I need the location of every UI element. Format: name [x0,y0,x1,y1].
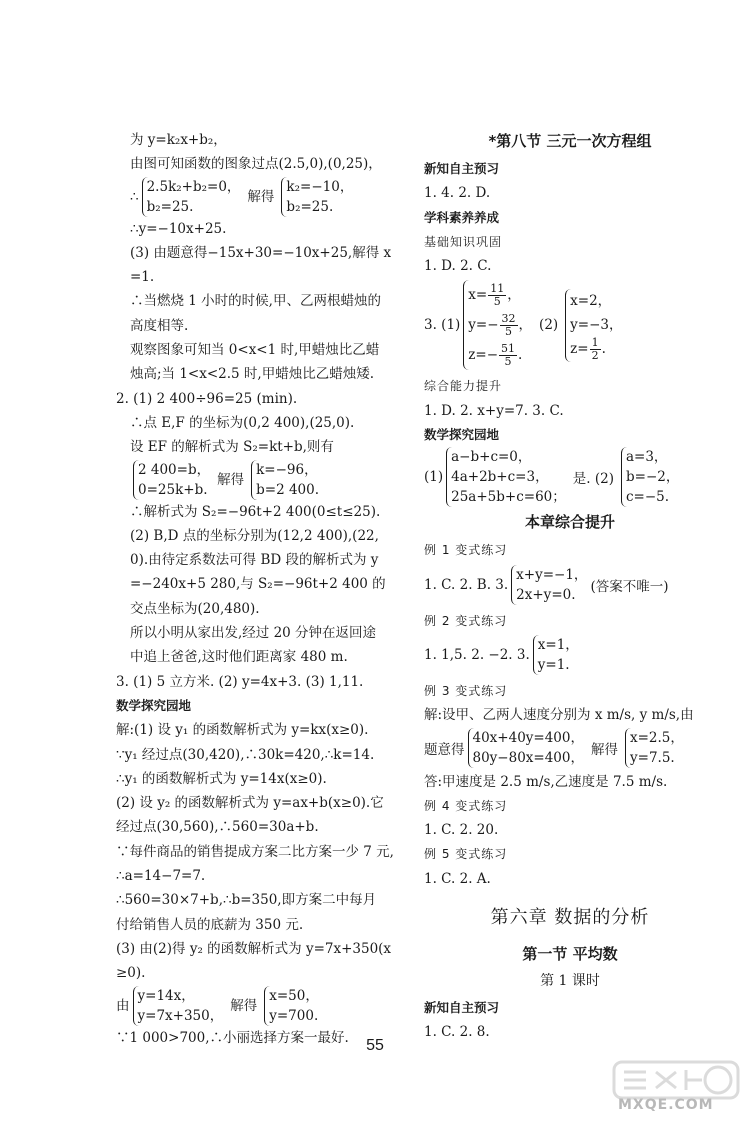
subsection-label: 例 1 变式练习 [424,543,508,558]
solve-label: 解得 [217,471,245,488]
answer-line: 1. C. 2. A. [424,870,491,887]
text-line: 0).由待定系数法可得 BD 段的解析式为 y [130,552,379,569]
equation: b₂=25. [286,198,334,215]
section-heading: 新知自主预习 [424,161,500,176]
lesson-title: 第 1 课时 [540,973,600,990]
question-line: 2. (1) 2 400÷96=25 (min). [116,390,298,407]
subsection-label: 例 3 变式练习 [424,683,508,698]
equation: c=−5. [625,489,670,506]
equation: b₂=25. [146,198,194,215]
equation-system [533,635,579,675]
text-line: (3) 由题意得−15x+30=−10x+25,解得 x [130,244,392,261]
subsection-label: 例 5 变式练习 [424,847,508,862]
section-title: 第一节 平均数 [522,945,618,964]
text-line: ∴解析式为 S₂=−96t+2 400(0≤t≤25). [130,503,381,520]
watermark-logo [612,1058,740,1102]
solution-system [621,447,679,507]
equation-system-row [424,280,716,370]
equation: x=2， [570,292,612,309]
text-line: 观察图象可知当 0<x<1 时,甲蜡烛比乙蜡 [130,342,380,359]
part-label: (1) [424,469,444,486]
equation: k₂=−10， [286,178,354,195]
text-line: ∴点 E,F 的坐标为(0,2 400),(25,0). [130,414,355,431]
text-line: 交点坐标为(20,480). [130,600,260,617]
answer-line: 1. 1,5. 2. −2. 3. [424,646,530,663]
text-line: ∵每件商品的销售提成方案二比方案一少 7 元, [116,843,394,860]
solve-label: 解得 [591,741,618,758]
answer-line: 1. 4. 2. D. [424,185,491,202]
solution-system [264,986,319,1026]
equation-system-row [424,635,716,675]
section-heading: 数学探究园地 [116,697,192,713]
answer-line: 1. C. 2. 8. [424,1024,490,1041]
equation: 2x+y=0. [516,586,576,603]
solve-label: 解得 [247,188,275,205]
equation: b=−2， [625,469,680,486]
text-line: 所以小明从家出发,经过 20 分钟在返回途 [130,625,377,642]
chapter-title: 第六章 数据的分析 [490,907,650,929]
equation-system [468,728,585,768]
text-line: 付给销售人员的底薪为 350 元. [116,916,304,933]
subsection-label: 基础知识巩固 [424,234,503,249]
equation-system-row [116,986,394,1026]
text-line: ∴y₁ 的函数解析式为 y=14x(x≥0). [116,770,327,787]
text-line: 中追上爸爸,这时他们距离家 480 m. [130,649,348,666]
equation-system [133,986,224,1026]
text-line: 烛高;当 1<x<2.5 时,甲蜡烛比乙蜡烛矮. [130,366,375,383]
equation: x=50， [269,987,319,1004]
equation: b=2 400. [256,481,320,498]
equation-system-row [424,447,716,507]
part-label: (2) [539,317,559,334]
section-title: 本章综合提升 [524,513,615,532]
equation: x=1， [537,636,579,653]
text-line: ∴a=14−7=7. [116,868,206,885]
section-heading: 新知自主预习 [424,1000,500,1016]
left-column [116,128,394,1050]
equation-system [511,565,587,605]
equation: a−b+c=0， [451,449,532,466]
equation-system-row [116,460,394,500]
subsection-label: 例 2 变式练习 [424,613,508,628]
text-line: ∴y=−10x+25. [130,220,227,237]
equation: x=2.5， [630,729,684,746]
equation: a=3， [625,449,668,466]
text-line: (2) 设 y₂ 的函数解析式为 y=ax+b(x≥0).它 [116,795,384,812]
text-line: 由图可知函数的图象过点(2.5,0),(0,25)， [130,156,382,173]
text-line: 答:甲速度是 2.5 m/s,乙速度是 7.5 m/s. [424,773,668,790]
equation: x+y=−1， [516,566,588,583]
text-line: ∵y₁ 经过点(30,420),∴30k=420,∴k=14. [116,746,375,763]
equation: y=14x， [137,987,195,1004]
equation: y=7.5. [630,749,675,766]
part-label: 是. (2) [572,471,614,488]
subsection-label: 例 4 变式练习 [424,798,508,813]
text-line: =−240x+5 280,与 S₂=−96t+2 400 的 [130,576,386,593]
prefix-text: 题意得 [424,741,465,758]
solution-system [463,280,532,370]
text-line: 解:(1) 设 y₁ 的函数解析式为 y=kx(x≥0). [116,722,369,739]
equation: z=− $\frac{51}{5}$ . [468,342,523,369]
equation: x= $\frac{11}{5}$ ， [468,282,521,309]
note-text: (答案不唯一) [590,578,669,595]
answer-line: 1. D. 2. x+y=7. 3. C. [424,402,564,419]
equation: 25a+5b+c=60； [451,489,566,506]
equation-system [133,460,210,500]
answer-line: 1. C. 2. 20. [424,822,499,839]
text-line: ∴560=30×7+b,∴b=350,即方案二中每月 [116,892,377,909]
text-line: (3) 由(2)得 y₂ 的函数解析式为 y=7x+350(x [116,940,392,957]
watermark-url: MXQE.COM [618,1097,714,1113]
equation: 0=25k+b. [138,481,208,498]
solution-system [281,177,353,217]
text-line: 高度相等. [130,317,189,334]
equation: 2.5k₂+b₂=0， [146,178,241,195]
section-heading: 学科素养养成 [424,209,500,225]
solution-system [625,728,684,768]
therefore-symbol: ∴ [130,188,139,205]
equation: y=7x+350， [137,1007,224,1024]
answer-line: 1. D. 2. C. [424,258,492,275]
solution-system [251,460,319,500]
equation: z= $\frac{1}{2}$ . [570,335,606,362]
solve-label: 解得 [230,997,258,1014]
text-line: ∵1 000>700,∴小丽选择方案一最好. [116,1029,349,1046]
answer-line: 1. C. 2. B. 3. [424,576,509,593]
question-line: 3. (1) 5 立方米. (2) y=4x+3. (3) 1,11. [116,673,364,690]
text-line: 设 EF 的解析式为 S₂=kt+b,则有 [130,439,334,456]
section-heading: 数学探究园地 [424,427,500,443]
equation: 2 400=b， [138,461,211,478]
equation-system [446,447,566,507]
right-column [424,128,716,1045]
equation: 40x+40y=400， [472,729,584,746]
equation: y=−3， [570,316,623,333]
text-line: ≥0). [116,965,146,982]
text-line: =1. [130,269,155,286]
section-title: *第八节 三元一次方程组 [488,132,652,150]
equation: y=− $\frac{32}{5}$ ， [468,312,533,339]
subsection-label: 综合能力提升 [424,379,503,394]
equation-system [142,177,241,217]
text-line: (2) B,D 点的坐标分别为(12,2 400),(22, [130,527,379,544]
solution-system [565,289,622,362]
page-number: 55 [366,1037,384,1054]
text-line: 为 y=k₂x+b₂， [130,132,227,148]
equation: 4a+2b+c=3， [451,469,549,486]
equation: k=−96， [256,461,318,478]
text-line: 经过点(30,560),∴560=30a+b. [116,819,319,836]
prefix-text: 由 [116,997,130,1014]
text-line: 解:设甲、乙两人速度分别为 x m/s, y m/s,由 [424,707,694,724]
question-number: 3. (1) [424,317,461,334]
equation: y=700. [269,1007,319,1024]
equation-system-row [424,728,716,768]
text-line: ∴当燃烧 1 小时的时候,甲、乙两根蜡烛的 [130,293,381,310]
equation: y=1. [537,656,570,673]
equation-system-row [424,565,716,605]
equation-system-row [116,177,394,217]
equation: 80y−80x=400， [472,749,584,766]
